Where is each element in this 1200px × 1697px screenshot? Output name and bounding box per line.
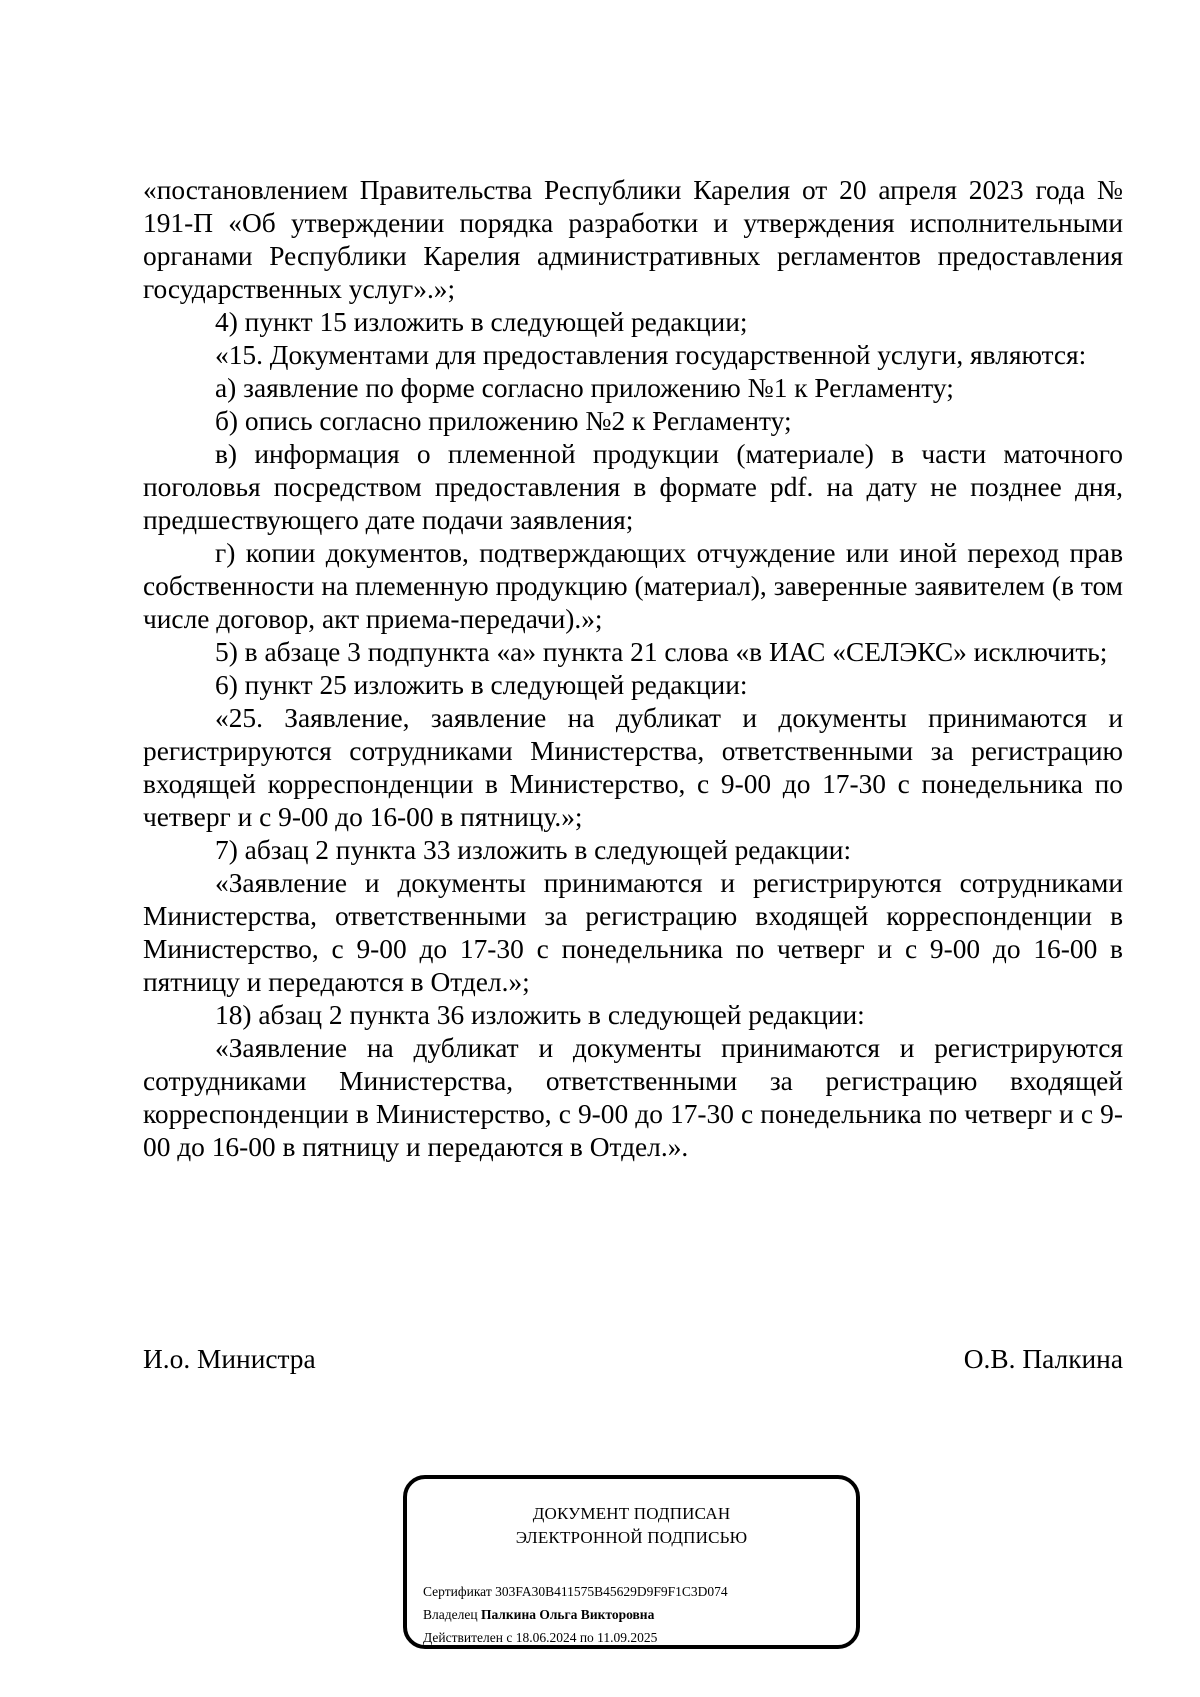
signatory-name: О.В. Палкина: [963, 1344, 1123, 1374]
paragraph: в) информация о племенной продукции (материале) в части маточного поголовья посредством предоставления в формате pdf. на дату не позднее дня, предшествующего дате подачи заявления;: [143, 439, 1123, 535]
certificate-value: 303FA30B411575B45629D9F9F1C3D074: [495, 1584, 728, 1599]
paragraph: «Заявление и документы принимаются и регистрируются сотрудниками Министерства, ответственными за регистрацию входящей корреспонденции в Министерство, с 9-00 до 17-30 с понедельника по четверг и с 9-00 до 16-00 в пятницу и передаются в Отдел.»;: [143, 868, 1123, 997]
stamp-owner: [423, 1603, 728, 1626]
stamp-certificate: [423, 1580, 728, 1603]
paragraph: «Заявление на дубликат и документы принимаются и регистрируются сотрудниками Министерства, ответственными за регистрацию входящей корреспонденции в Министерство, с 9-00 до 17-30 с понедельника по четверг и с 9-00 до 16-00 в пятницу и передаются в Отдел.».: [143, 1033, 1123, 1162]
signature-block: [143, 1343, 1123, 1376]
paragraph: 4) пункт 15 изложить в следующей редакции;: [215, 307, 748, 337]
valid-to-date: 11.09.2025: [597, 1630, 658, 1645]
paragraph: б) опись согласно приложению №2 к Регламенту;: [215, 406, 792, 436]
electronic-signature-stamp: [403, 1475, 860, 1649]
valid-from-label: с: [506, 1630, 513, 1645]
valid-label: Действителен: [423, 1630, 503, 1645]
valid-from-date: 18.06.2024: [515, 1630, 577, 1645]
paragraph: 18) абзац 2 пункта 36 изложить в следующей редакции:: [215, 1000, 865, 1030]
stamp-title-line: ЭЛЕКТРОННОЙ ПОДПИСЬЮ: [515, 1528, 748, 1547]
stamp-details: [423, 1580, 728, 1649]
document-body: [143, 174, 1123, 1164]
paragraph: а) заявление по форме согласно приложению №1 к Регламенту;: [215, 373, 954, 403]
certificate-label: Сертификат: [423, 1584, 492, 1599]
paragraph: «25. Заявление, заявление на дубликат и документы принимаются и регистрируются сотрудниками Министерства, ответственными за регистрацию входящей корреспонденции в Министерство, с 9-00 до 17-30 с понедельника по четверг и с 9-00 до 16-00 в пятницу.»;: [143, 703, 1123, 832]
signatory-position: И.о. Министра: [143, 1344, 316, 1374]
paragraph: 5) в абзаце 3 подпункта «а» пункта 21 слова «в ИАС «СЕЛЭКС» исключить;: [215, 637, 1108, 667]
stamp-title-line: ДОКУМЕНТ ПОДПИСАН: [532, 1504, 731, 1523]
paragraph: 7) абзац 2 пункта 33 изложить в следующей редакции:: [215, 835, 852, 865]
paragraph: «постановлением Правительства Республики Карелия от 20 апреля 2023 года № 191-П «Об утверждении порядка разработки и утверждения исполнительными органами Республики Карелия административных регламентов предоставления государственных услуг».»;: [143, 175, 1123, 304]
paragraph: 6) пункт 25 изложить в следующей редакции:: [215, 670, 748, 700]
owner-label: Владелец: [423, 1607, 478, 1622]
valid-to-label: по: [579, 1630, 594, 1645]
stamp-title: [407, 1502, 856, 1550]
stamp-validity: [423, 1626, 728, 1649]
paragraph: г) копии документов, подтверждающих отчуждение или иной переход прав собственности на племенную продукцию (материал), заверенные заявителем (в том числе договор, акт приема-передачи).»;: [143, 538, 1123, 634]
owner-value: Палкина Ольга Викторовна: [480, 1607, 655, 1622]
paragraph: «15. Документами для предоставления государственной услуги, являются:: [215, 340, 1087, 370]
